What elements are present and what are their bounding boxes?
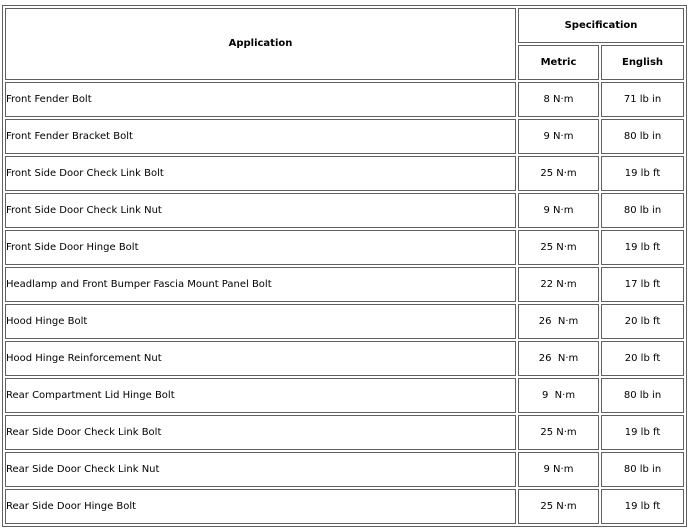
english-cell: 80 lb in bbox=[601, 378, 684, 413]
table-row bbox=[5, 156, 684, 191]
application-cell: Front Fender Bolt bbox=[5, 82, 516, 117]
torque-specification-table bbox=[2, 5, 687, 527]
table-row bbox=[5, 230, 684, 265]
table-row bbox=[5, 378, 684, 413]
english-cell: 19 lb ft bbox=[601, 230, 684, 265]
table-header bbox=[5, 8, 684, 80]
metric-cell: 22 N·m bbox=[518, 267, 599, 302]
application-cell: Rear Side Door Check Link Nut bbox=[5, 452, 516, 487]
metric-cell: 26 N·m bbox=[518, 341, 599, 376]
english-cell: 17 lb ft bbox=[601, 267, 684, 302]
application-cell: Rear Side Door Check Link Bolt bbox=[5, 415, 516, 450]
table-row bbox=[5, 415, 684, 450]
english-cell: 19 lb ft bbox=[601, 156, 684, 191]
english-header: English bbox=[601, 45, 684, 80]
metric-cell: 25 N·m bbox=[518, 230, 599, 265]
specification-header: Specification bbox=[518, 8, 684, 43]
english-cell: 80 lb in bbox=[601, 193, 684, 228]
table-row bbox=[5, 267, 684, 302]
metric-cell: 9 N·m bbox=[518, 193, 599, 228]
metric-cell: 9 N·m bbox=[518, 452, 599, 487]
english-cell: 71 lb in bbox=[601, 82, 684, 117]
metric-cell: 8 N·m bbox=[518, 82, 599, 117]
metric-cell: 25 N·m bbox=[518, 156, 599, 191]
metric-cell: 9 N·m bbox=[518, 119, 599, 154]
table-row bbox=[5, 452, 684, 487]
table-row bbox=[5, 341, 684, 376]
application-cell: Front Side Door Check Link Bolt bbox=[5, 156, 516, 191]
application-cell: Front Fender Bracket Bolt bbox=[5, 119, 516, 154]
application-cell: Hood Hinge Bolt bbox=[5, 304, 516, 339]
english-cell: 20 lb ft bbox=[601, 341, 684, 376]
table-row bbox=[5, 489, 684, 524]
metric-header: Metric bbox=[518, 45, 599, 80]
english-cell: 20 lb ft bbox=[601, 304, 684, 339]
metric-cell: 25 N·m bbox=[518, 415, 599, 450]
table-body bbox=[5, 82, 684, 524]
application-cell: Rear Compartment Lid Hinge Bolt bbox=[5, 378, 516, 413]
application-cell: Headlamp and Front Bumper Fascia Mount Panel Bolt bbox=[5, 267, 516, 302]
metric-cell: 9 N·m bbox=[518, 378, 599, 413]
application-cell: Front Side Door Check Link Nut bbox=[5, 193, 516, 228]
application-cell: Rear Side Door Hinge Bolt bbox=[5, 489, 516, 524]
metric-cell: 25 N·m bbox=[518, 489, 599, 524]
english-cell: 80 lb in bbox=[601, 452, 684, 487]
application-cell: Front Side Door Hinge Bolt bbox=[5, 230, 516, 265]
table-row bbox=[5, 304, 684, 339]
english-cell: 80 lb in bbox=[601, 119, 684, 154]
english-cell: 19 lb ft bbox=[601, 489, 684, 524]
table-row bbox=[5, 193, 684, 228]
metric-cell: 26 N·m bbox=[518, 304, 599, 339]
application-cell: Hood Hinge Reinforcement Nut bbox=[5, 341, 516, 376]
application-header: Application bbox=[5, 8, 516, 80]
table-row bbox=[5, 82, 684, 117]
english-cell: 19 lb ft bbox=[601, 415, 684, 450]
table-row bbox=[5, 119, 684, 154]
